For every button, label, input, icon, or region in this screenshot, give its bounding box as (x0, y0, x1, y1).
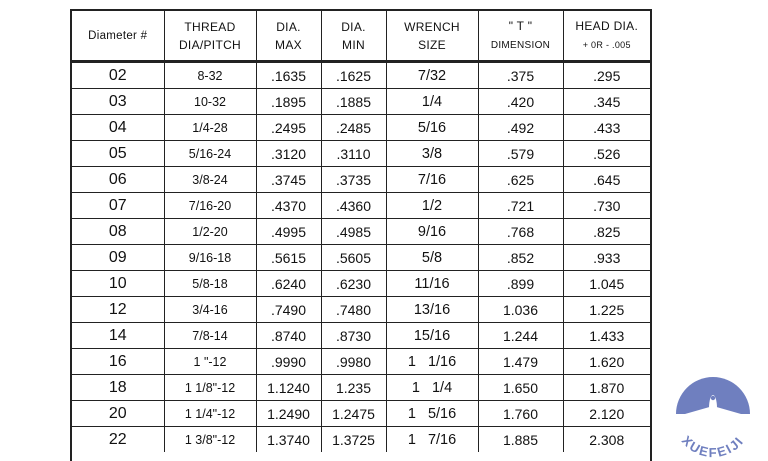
cell-head: .345 (563, 89, 650, 115)
header-wrench: WRENCH SIZE (386, 11, 478, 62)
cell-t: .625 (478, 167, 563, 193)
cell-head: 1.045 (563, 271, 650, 297)
cell-min: .3110 (321, 141, 386, 167)
table-row (72, 427, 650, 453)
cell-head: .526 (563, 141, 650, 167)
cell-head: 1.225 (563, 297, 650, 323)
cell-t: .721 (478, 193, 563, 219)
cell-wrench: 11/16 (386, 271, 478, 297)
cell-thread: 3/8-24 (164, 167, 256, 193)
cell-dia: 18 (72, 375, 164, 401)
cell-max: .1635 (256, 62, 321, 89)
cell-head: 2.120 (563, 401, 650, 427)
table-row (72, 349, 650, 375)
cell-min: 1.3725 (321, 427, 386, 453)
cell-wrench: 1/2 (386, 193, 478, 219)
header-dia-min: DIA. MIN (321, 11, 386, 62)
cell-min: 1.2475 (321, 401, 386, 427)
xuefeiji-logo (660, 376, 765, 461)
cell-head: .730 (563, 193, 650, 219)
cell-min: .1885 (321, 89, 386, 115)
cell-thread: 1 "-12 (164, 349, 256, 375)
cell-wrench: 1 1/16 (386, 349, 478, 375)
spec-table (72, 11, 650, 452)
header-diameter: Diameter # (88, 29, 148, 42)
cell-thread: 1 1/8"-12 (164, 375, 256, 401)
header-head-dia: HEAD DIA. + 0R - .005 (563, 11, 650, 62)
cell-head: 1.620 (563, 349, 650, 375)
cell-thread: 8-32 (164, 62, 256, 89)
cell-max: .7490 (256, 297, 321, 323)
cell-max: .5615 (256, 245, 321, 271)
cell-max: .4995 (256, 219, 321, 245)
cell-head: .933 (563, 245, 650, 271)
cell-dia: 10 (72, 271, 164, 297)
cell-head: 1.433 (563, 323, 650, 349)
cell-t: 1.760 (478, 401, 563, 427)
cell-wrench: 1/4 (386, 89, 478, 115)
cell-thread: 7/8-14 (164, 323, 256, 349)
cell-t: .375 (478, 62, 563, 89)
cell-t: .852 (478, 245, 563, 271)
cell-t: 1.885 (478, 427, 563, 453)
cell-dia: 09 (72, 245, 164, 271)
cell-max: 1.3740 (256, 427, 321, 453)
cell-dia: 08 (72, 219, 164, 245)
cell-wrench: 5/16 (386, 115, 478, 141)
table-row (72, 141, 650, 167)
cell-min: .3735 (321, 167, 386, 193)
cell-max: .4370 (256, 193, 321, 219)
cell-head: .825 (563, 219, 650, 245)
cell-dia: 20 (72, 401, 164, 427)
cell-max: .3745 (256, 167, 321, 193)
cell-wrench: 1 5/16 (386, 401, 478, 427)
cell-t: 1.479 (478, 349, 563, 375)
cell-max: 1.2490 (256, 401, 321, 427)
cell-dia: 12 (72, 297, 164, 323)
cell-min: .1625 (321, 62, 386, 89)
cell-wrench: 7/32 (386, 62, 478, 89)
cell-max: .6240 (256, 271, 321, 297)
table-row (72, 193, 650, 219)
cell-thread: 1/4-28 (164, 115, 256, 141)
table-row (72, 375, 650, 401)
cell-min: .5605 (321, 245, 386, 271)
cell-dia: 03 (72, 89, 164, 115)
cell-thread: 1 1/4"-12 (164, 401, 256, 427)
header-thread: THREAD DIA/PITCH (164, 11, 256, 62)
cell-max: .3120 (256, 141, 321, 167)
table-row (72, 115, 650, 141)
cell-dia: 04 (72, 115, 164, 141)
cell-wrench: 1 7/16 (386, 427, 478, 453)
cell-t: 1.244 (478, 323, 563, 349)
cell-head: 2.308 (563, 427, 650, 453)
cell-thread: 10-32 (164, 89, 256, 115)
table-row (72, 297, 650, 323)
cell-wrench: 15/16 (386, 323, 478, 349)
table-row (72, 245, 650, 271)
header-row (72, 11, 650, 62)
header-t-dimension: " T " DIMENSION (478, 11, 563, 62)
cell-t: .492 (478, 115, 563, 141)
table-row (72, 271, 650, 297)
header-dia-max: DIA. MAX (256, 11, 321, 62)
cell-dia: 16 (72, 349, 164, 375)
cell-wrench: 9/16 (386, 219, 478, 245)
cell-dia: 07 (72, 193, 164, 219)
cell-thread: 9/16-18 (164, 245, 256, 271)
cell-dia: 02 (108, 66, 127, 84)
cell-max: .1895 (256, 89, 321, 115)
cell-dia: 14 (72, 323, 164, 349)
cell-head: .433 (563, 115, 650, 141)
spec-table-frame (70, 9, 652, 461)
cell-head: .645 (563, 167, 650, 193)
cell-thread: 1 3/8"-12 (164, 427, 256, 453)
cell-min: .9980 (321, 349, 386, 375)
cell-min: .4985 (321, 219, 386, 245)
cell-dia: 05 (72, 141, 164, 167)
cell-thread: 3/4-16 (164, 297, 256, 323)
cell-min: .6230 (321, 271, 386, 297)
cell-max: .8740 (256, 323, 321, 349)
cell-t: .579 (478, 141, 563, 167)
table-row (72, 401, 650, 427)
table-row (72, 167, 650, 193)
cell-t: .420 (478, 89, 563, 115)
cell-thread: 5/8-18 (164, 271, 256, 297)
cell-head: 1.870 (563, 375, 650, 401)
cell-min: .2485 (321, 115, 386, 141)
logo-text: XUEFEIJI (678, 432, 748, 461)
cell-min: .4360 (321, 193, 386, 219)
cell-head: .295 (563, 62, 650, 89)
cell-dia: 06 (72, 167, 164, 193)
table-row (72, 89, 650, 115)
table-row (72, 323, 650, 349)
cell-max: .9990 (256, 349, 321, 375)
cell-max: 1.1240 (256, 375, 321, 401)
cell-dia: 22 (72, 427, 164, 453)
cell-wrench: 5/8 (386, 245, 478, 271)
cell-t: 1.650 (478, 375, 563, 401)
cell-thread: 7/16-20 (164, 193, 256, 219)
cell-wrench: 13/16 (386, 297, 478, 323)
cell-wrench: 1 1/4 (386, 375, 478, 401)
cell-max: .2495 (256, 115, 321, 141)
table-row (72, 62, 650, 89)
cell-wrench: 3/8 (386, 141, 478, 167)
cell-min: 1.235 (321, 375, 386, 401)
cell-t: 1.036 (478, 297, 563, 323)
cell-min: .7480 (321, 297, 386, 323)
cell-wrench: 7/16 (386, 167, 478, 193)
table-row (72, 219, 650, 245)
cell-thread: 1/2-20 (164, 219, 256, 245)
cell-t: .768 (478, 219, 563, 245)
cell-thread: 5/16-24 (164, 141, 256, 167)
cell-min: .8730 (321, 323, 386, 349)
cell-t: .899 (478, 271, 563, 297)
